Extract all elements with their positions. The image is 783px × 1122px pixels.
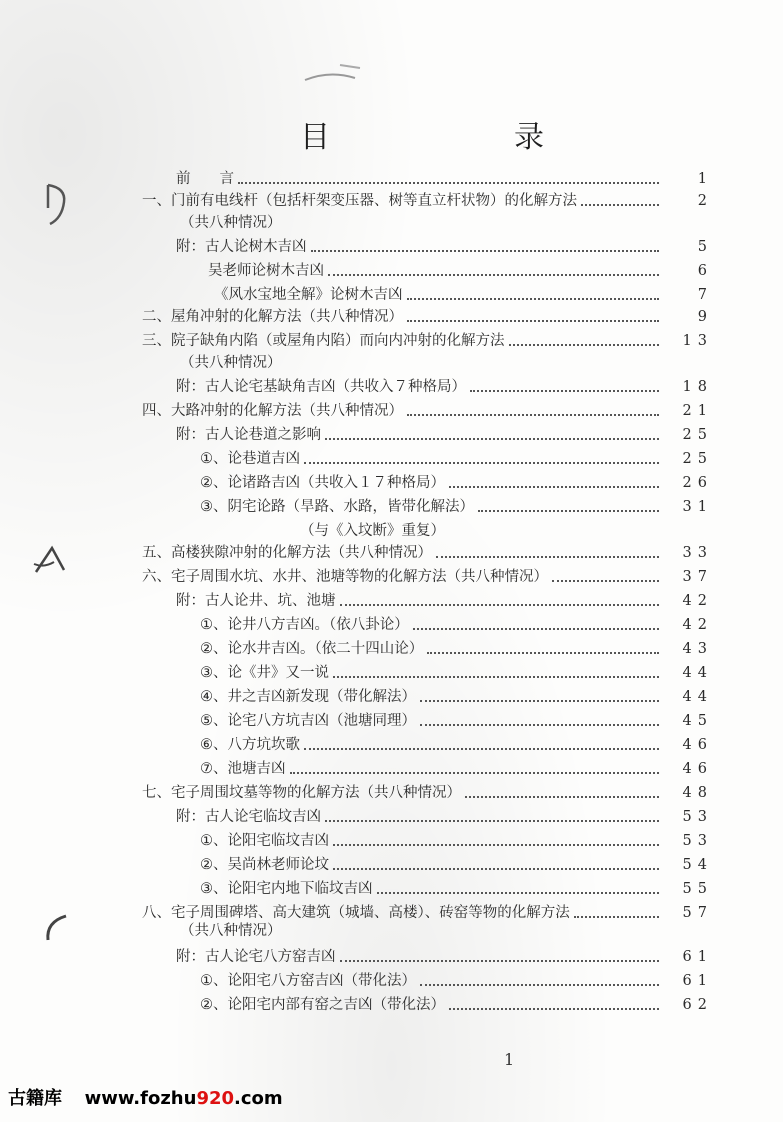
toc-continuation-3: （与《入坟断》重复）	[300, 523, 445, 539]
toc-entry-title: 附：古人论宅基缺角吉凶（共收入７种格局）	[176, 379, 466, 395]
toc-entry-title: 论《井》又一说	[227, 665, 329, 681]
toc-dot-leader	[333, 844, 659, 846]
toc-entry	[0, 190, 783, 212]
toc-continuation-4: （共八种情况）	[180, 923, 282, 939]
toc-entry	[0, 830, 783, 852]
toc-entry	[0, 878, 783, 900]
toc-entry-number: ①、	[200, 617, 228, 633]
toc-entry-title: 宅子周围碑塔、高大建筑（城墙、高楼）、砖窑等物的化解方法	[171, 905, 570, 921]
toc-entry-page: 44	[682, 665, 713, 681]
toc-entry-page: 42	[682, 593, 713, 609]
toc-dot-leader	[449, 486, 659, 488]
toc-entry-number: 四、	[142, 403, 171, 419]
toc-entry-title: 宅子周围坟墓等物的化解方法（共八种情况）	[171, 785, 461, 801]
toc-entry-page: 57	[682, 905, 713, 921]
toc-dot-leader	[581, 204, 659, 206]
toc-entry-page: 55	[682, 881, 713, 897]
toc-entry-number: ②、	[200, 857, 228, 873]
toc-entry-page: 13	[682, 333, 713, 349]
toc-entry-page: 1	[697, 171, 713, 187]
toc-entry-page: 6	[697, 263, 713, 279]
toc-dot-leader	[470, 390, 659, 392]
toc-entry-title: 高楼狭隙冲射的化解方法（共八种情况）	[171, 545, 432, 561]
toc-entry	[0, 236, 783, 258]
toc-dot-leader	[340, 960, 660, 962]
site-watermark	[8, 1084, 283, 1110]
toc-entry-page: 53	[682, 809, 713, 825]
toc-dot-leader	[420, 700, 659, 702]
toc-dot-leader	[552, 580, 659, 582]
toc-entry	[0, 306, 783, 328]
toc-dot-leader	[420, 724, 659, 726]
toc-entry-page: 18	[682, 379, 713, 395]
toc-entry-number: ③、	[200, 881, 228, 897]
toc-entry	[0, 614, 783, 636]
toc-dot-leader	[427, 652, 659, 654]
toc-entry-page: 61	[682, 949, 713, 965]
toc-entry-title: 附：古人论宅临坟吉凶	[176, 809, 321, 825]
toc-entry-page: 43	[682, 641, 713, 657]
toc-entry-title: 论阳宅内地下临坟吉凶	[227, 881, 373, 897]
toc-entry-title: 论巷道吉凶	[227, 451, 300, 467]
toc-entry-number: ③、	[200, 499, 228, 515]
toc-entry-number: 二、	[142, 309, 171, 325]
toc-entry-page: 5	[697, 239, 713, 255]
toc-entry-page: 9	[697, 309, 713, 325]
toc-entry-title: 附：古人论巷道之影响	[176, 427, 321, 443]
toc-entry-page: 61	[682, 973, 713, 989]
toc-dot-leader	[325, 820, 659, 822]
toc-dot-leader	[333, 868, 659, 870]
toc-entry-page: 62	[682, 997, 713, 1013]
toc-dot-leader	[311, 250, 660, 252]
toc-entry-title: 门前有电线杆（包括杆架变压器、树等直立杆状物）的化解方法	[171, 193, 577, 209]
toc-entry-title: 论诸路吉凶（共收入１７种格局）	[227, 475, 445, 491]
toc-entry-number: ②、	[200, 997, 228, 1013]
toc-entry-page: 44	[682, 689, 713, 705]
toc-dot-leader	[436, 556, 659, 558]
toc-entry-page: 25	[682, 451, 713, 467]
toc-entry	[0, 854, 783, 876]
toc-entry-number: ②、	[200, 475, 228, 491]
toc-entry	[0, 734, 783, 756]
watermark-name: 古籍库	[8, 1088, 62, 1109]
toc-entry-title: 论水井吉凶。（依二十四山论）	[227, 641, 424, 657]
toc-entry-title: 院子缺角内陷（或屋角内陷）而向内冲射的化解方法	[171, 333, 505, 349]
toc-entry-page: 37	[682, 569, 713, 585]
toc-entry-title: 论阳宅内部有窑之吉凶（带化法）	[227, 997, 445, 1013]
toc-entry-title: 池塘吉凶	[227, 761, 286, 777]
toc-dot-leader	[420, 984, 659, 986]
toc-entry	[0, 758, 783, 780]
toc-entry-title: 论阳宅八方窑吉凶（带化法）	[227, 973, 416, 989]
toc-entry-number: 六、	[142, 569, 171, 585]
toc-entry-page: 2	[697, 193, 713, 209]
toc-entry-page: 7	[697, 287, 713, 303]
toc-entry	[0, 806, 783, 828]
title-char-2: 录	[514, 120, 544, 155]
toc-entry-title: 吴尚林老师论坟	[227, 857, 329, 873]
toc-entry-title: 论井八方吉凶。（依八卦论）	[227, 617, 409, 633]
toc-entry	[0, 686, 783, 708]
toc-dot-leader	[304, 462, 659, 464]
toc-entry-title: 井之吉凶新发现（带化解法）	[227, 689, 416, 705]
toc-entry-number: ①、	[200, 451, 228, 467]
toc-entry-page: 54	[682, 857, 713, 873]
toc-entry-number: ⑥、	[200, 737, 228, 753]
toc-entry-page: 21	[682, 403, 713, 419]
toc-dot-leader	[465, 796, 659, 798]
toc-continuation-1: （共八种情况）	[180, 215, 282, 231]
toc-dot-leader	[509, 344, 660, 346]
toc-entry-page: 26	[682, 475, 713, 491]
toc-entry	[0, 782, 783, 804]
toc-entry	[0, 710, 783, 732]
toc-dot-leader	[333, 676, 659, 678]
toc-dot-leader	[449, 1008, 659, 1010]
toc-entry-number: 一、	[142, 193, 171, 209]
toc-entry	[0, 284, 783, 306]
toc-dot-leader	[407, 414, 659, 416]
page-number: 1	[504, 1050, 515, 1069]
toc-entry	[0, 902, 783, 924]
toc-entry-title: 附：古人论宅八方窑吉凶	[176, 949, 336, 965]
toc-entry	[0, 994, 783, 1016]
toc-entry-number: 五、	[142, 545, 171, 561]
toc-entry	[0, 260, 783, 282]
watermark-url-suffix: .com	[234, 1088, 283, 1109]
toc-entry	[0, 590, 783, 612]
toc-entry-number: 八、	[142, 905, 171, 921]
toc-dot-leader	[478, 510, 659, 512]
watermark-url-prefix: www.fozhu	[84, 1088, 197, 1109]
toc-dot-leader	[328, 274, 659, 276]
toc-entry	[0, 946, 783, 968]
toc-entry	[0, 638, 783, 660]
toc-entry-number: ②、	[200, 641, 228, 657]
toc-dot-leader	[407, 298, 660, 300]
toc-entry-title: 附：古人论树木吉凶	[176, 239, 307, 255]
toc-dot-leader	[413, 628, 659, 630]
toc-entry	[0, 472, 783, 494]
toc-entry	[0, 424, 783, 446]
toc-dot-leader	[290, 772, 660, 774]
toc-entry	[0, 376, 783, 398]
toc-entry-title: 阴宅论路（旱路、水路，皆带化解法）	[227, 499, 474, 515]
toc-entry-number: ①、	[200, 833, 228, 849]
toc-entry	[0, 496, 783, 518]
toc-entry-title: 论阳宅临坟吉凶	[227, 833, 329, 849]
toc-entry-title: 八方坑坎歌	[227, 737, 300, 753]
toc-entry-number: ⑦、	[200, 761, 228, 777]
toc-entry-page: 45	[682, 713, 713, 729]
toc-entry-title: 附：古人论井、坑、池塘	[176, 593, 336, 609]
toc-entry-page: 46	[682, 761, 713, 777]
toc-dot-leader	[407, 320, 659, 322]
toc-entry-title: 《风水宝地全解》论树木吉凶	[214, 287, 403, 303]
toc-entry-page: 42	[682, 617, 713, 633]
toc-entry-title: 大路冲射的化解方法（共八种情况）	[171, 403, 403, 419]
toc-entry-page: 46	[682, 737, 713, 753]
toc-entry-page: 25	[682, 427, 713, 443]
toc-entry-number: ①、	[200, 973, 228, 989]
toc-entry-number: 三、	[142, 333, 171, 349]
toc-entry-page: 48	[682, 785, 713, 801]
toc-entry-title: 宅子周围水坑、水井、池塘等物的化解方法（共八种情况）	[171, 569, 548, 585]
toc-entry	[0, 400, 783, 422]
toc-entry-page: 53	[682, 833, 713, 849]
toc-entry-title: 屋角冲射的化解方法（共八种情况）	[171, 309, 403, 325]
toc-entry	[0, 448, 783, 470]
toc-dot-leader	[325, 438, 659, 440]
toc-entry	[0, 662, 783, 684]
toc-entry	[0, 330, 783, 352]
toc-entry-page: 31	[682, 499, 713, 515]
toc-entry-number: ⑤、	[200, 713, 228, 729]
title-char-1: 目	[300, 120, 330, 155]
toc-entry-title: 吴老师论树木吉凶	[208, 263, 324, 279]
toc-dot-leader	[238, 182, 659, 184]
toc-dot-leader	[377, 892, 660, 894]
toc-dot-leader	[574, 916, 659, 918]
toc-entry-title: 论宅八方坑吉凶（池塘同理）	[227, 713, 416, 729]
toc-entry-title: 前 言	[176, 171, 234, 187]
toc-continuation-2: （共八种情况）	[180, 355, 282, 371]
toc-entry	[0, 566, 783, 588]
toc-entry	[0, 542, 783, 564]
watermark-url-number: 920	[196, 1088, 235, 1109]
toc-entry-number: 七、	[142, 785, 171, 801]
toc-dot-leader	[340, 604, 660, 606]
toc-entry-number: ④、	[200, 689, 228, 705]
toc-entry-number: ③、	[200, 665, 228, 681]
toc-entry	[0, 970, 783, 992]
toc-dot-leader	[304, 748, 659, 750]
toc-entry-page: 33	[682, 545, 713, 561]
toc-entry	[0, 168, 783, 190]
